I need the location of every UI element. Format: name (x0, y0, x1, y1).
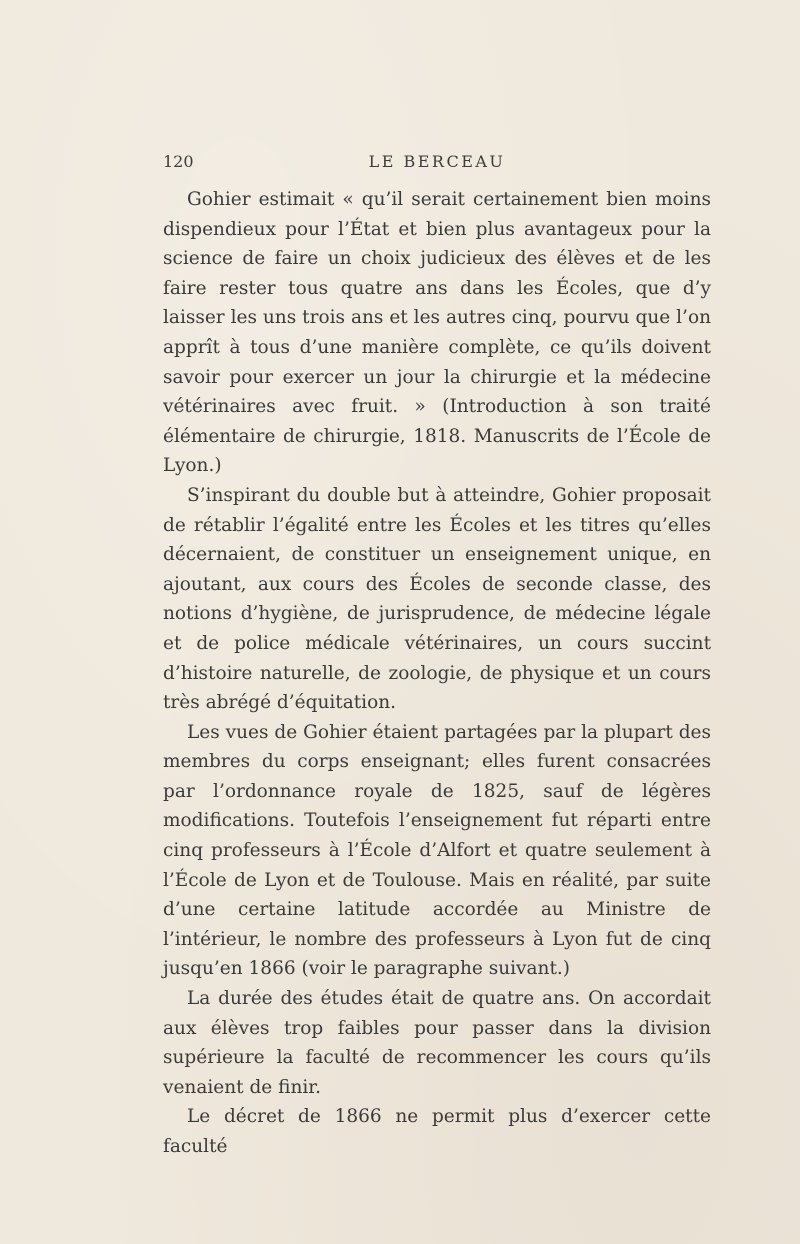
paragraph-4: La durée des études était de quatre ans. On accordait aux élèves trop faibles pour passer dans la division supérieure la faculté de recommencer les cours qu’ils venaient de finir. (163, 988, 711, 1098)
paragraph-3: Les vues de Gohier étaient partagées par la plupart des membres du corps enseignant; elles furent consacrées par l’ordonnance royale de 1825, sauf de légères modifications. Toutefois l’enseignement fut réparti entre cinq professeurs à l’École d’Alfort et quatre seulement à l’École de Lyon et de Toulouse. Mais en réalité, par suite d’une certaine latitude accordée au Ministre de l’intérieur, le nombre des professeurs à Lyon fut de cinq jusqu’en 1866 (voir le paragraphe suivant.) (163, 721, 711, 980)
chapter-title: LE BERCEAU (368, 152, 506, 171)
body-text (163, 185, 711, 1162)
paragraph-5: Le décret de 1866 ne permit plus d’exercer cette faculté (163, 1106, 711, 1157)
page-number: 120 (163, 152, 194, 171)
paragraph-1: Gohier estimait « qu’il serait certainement bien moins dispendieux pour l’État et bien plus avantageux pour la science de faire un choix judicieux des élèves et de les faire rester tous quatre ans dans les Écoles, que d’y laisser les uns trois ans et les autres cinq, pourvu que l’on apprît à tous d’une manière complète, ce qu’ils doivent savoir pour exercer un jour la chirurgie et la médecine vétérinaires avec fruit. » (Introduction à son traité élémentaire de chirurgie, 1818. Manuscrits de l’École de Lyon.) (163, 189, 711, 477)
paragraph-2: S’inspirant du double but à atteindre, Gohier proposait de rétablir l’égalité entre les Écoles et les titres qu’elles décernaient, de constituer un enseignement unique, en ajoutant, aux cours des Écoles de seconde classe, des notions d’hygiène, de jurisprudence, de médecine légale et de police médicale vétérinaires, un cours succint d’histoire naturelle, de zoologie, de physique et un cours très abrégé d’équitation. (163, 484, 711, 714)
running-head (163, 152, 711, 176)
